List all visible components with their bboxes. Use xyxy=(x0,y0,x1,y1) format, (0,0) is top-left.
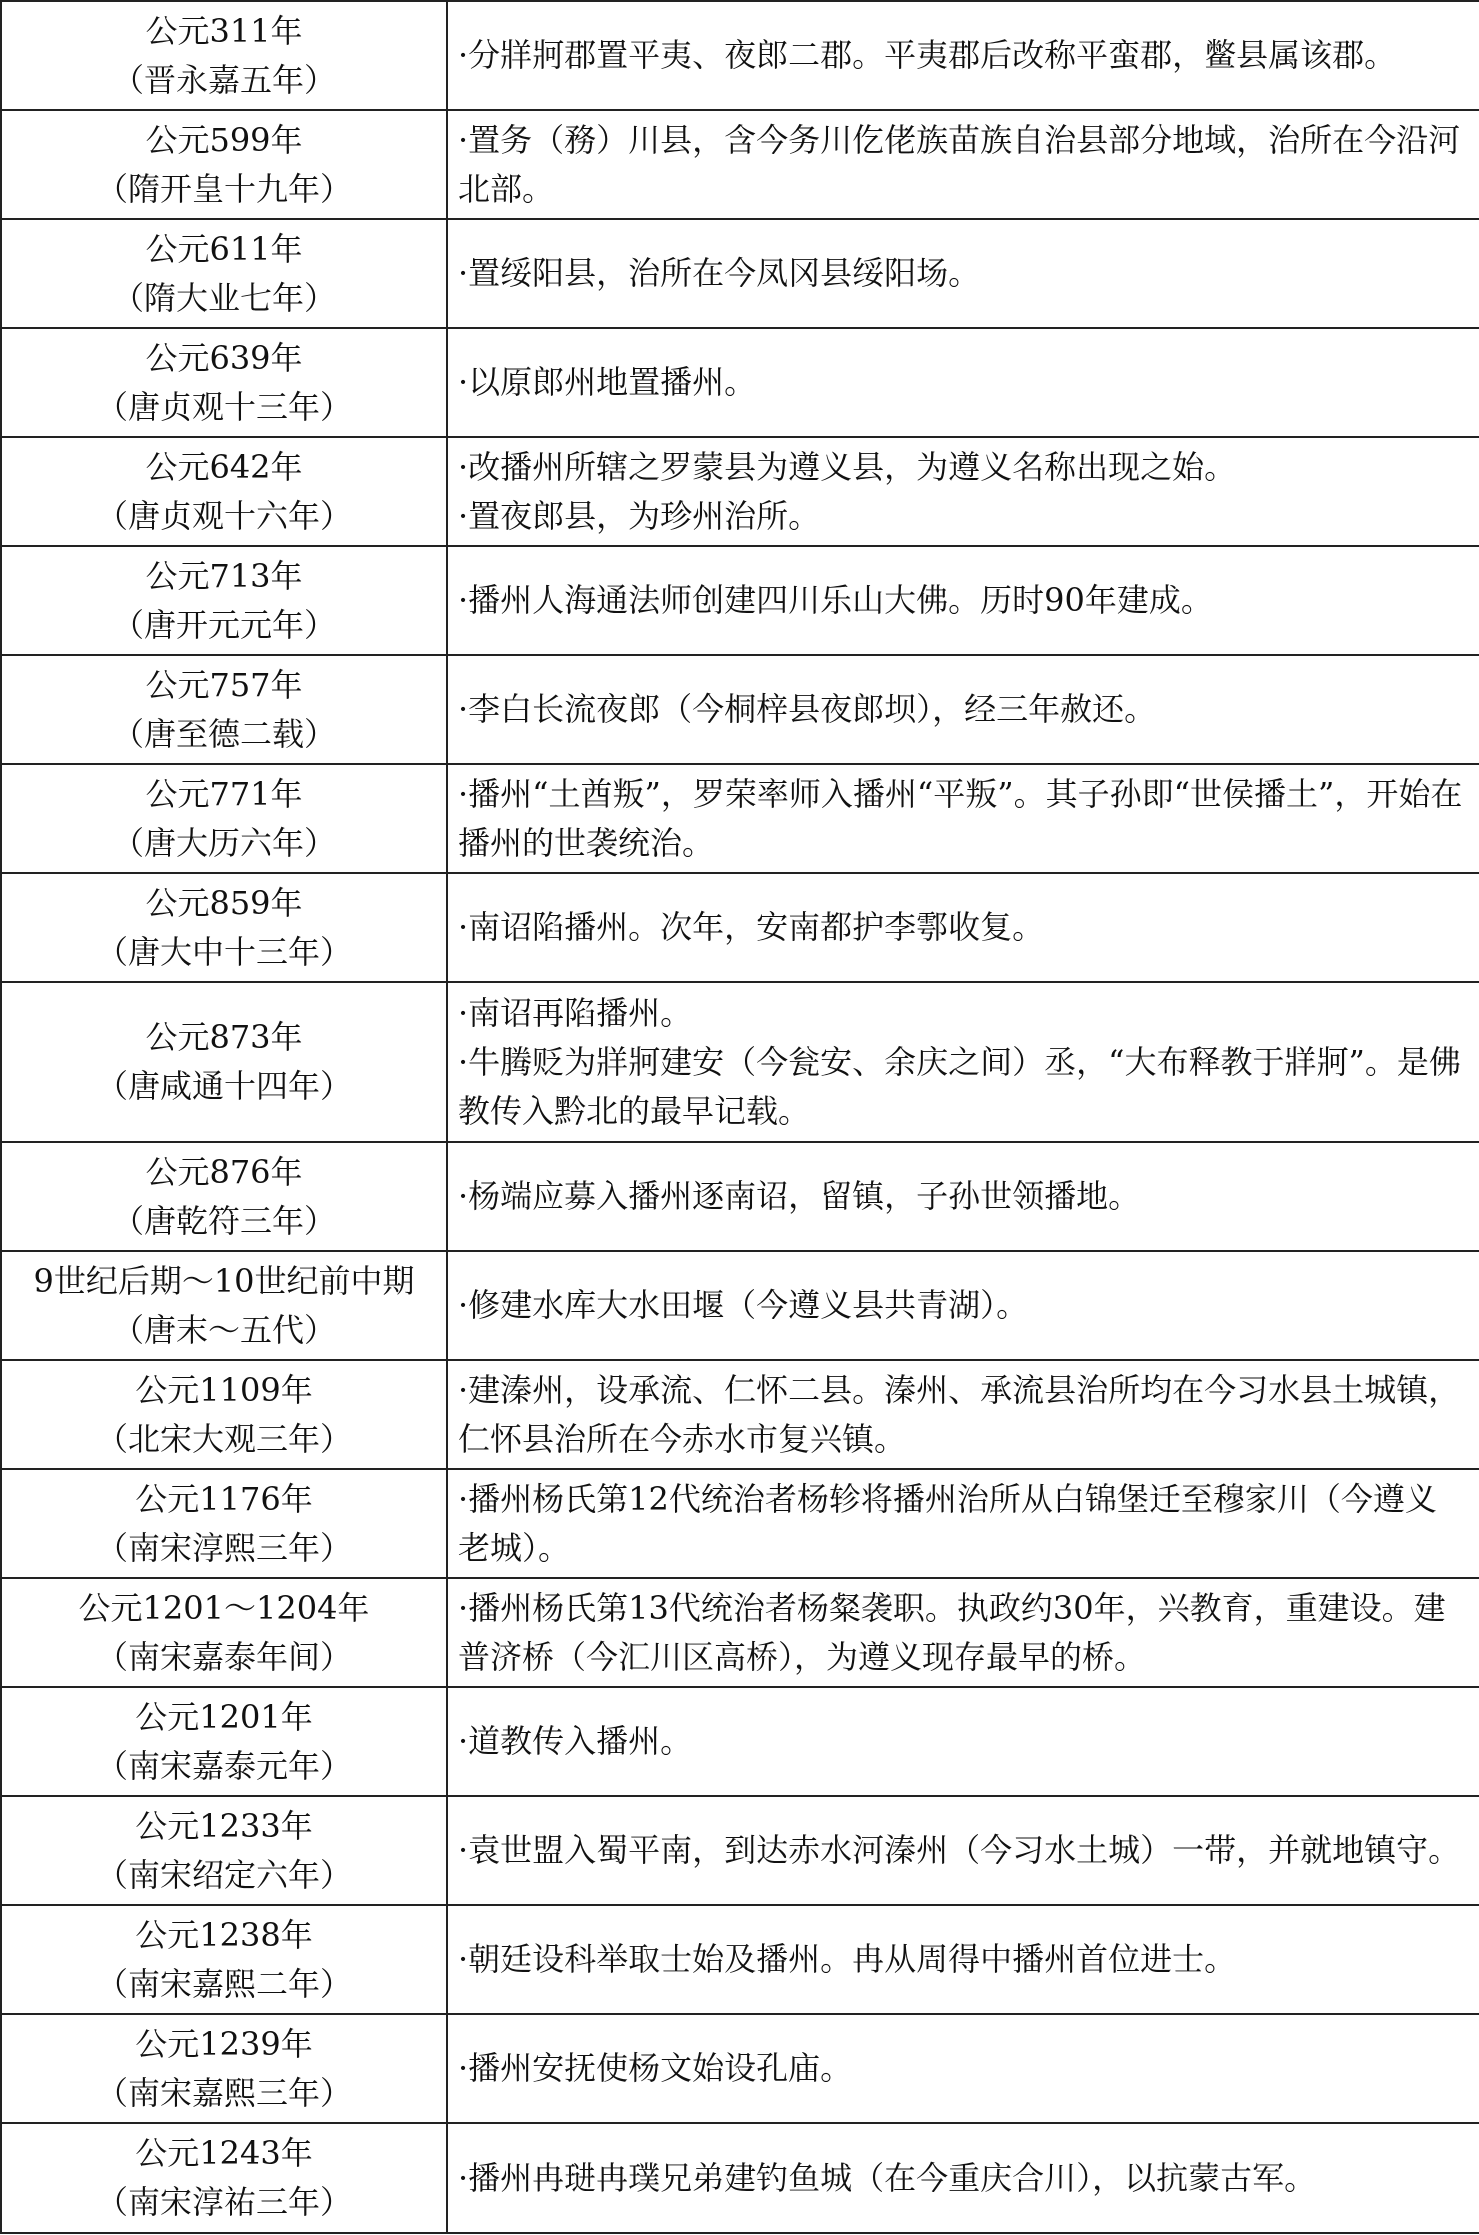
event-cell xyxy=(447,1796,1479,1905)
year-text: 公元1201年 xyxy=(135,1697,313,1736)
event-text: ·朝廷设科举取士始及播州。冉从周得中播州首位进士。 xyxy=(458,1940,1237,1978)
date-cell xyxy=(1,655,447,764)
event-cell xyxy=(447,1,1479,110)
year-text: 公元757年 xyxy=(145,665,303,704)
event-cell xyxy=(447,1142,1479,1251)
table-row xyxy=(1,1578,1479,1687)
year-text: 公元1109年 xyxy=(135,1370,313,1409)
table-row xyxy=(1,437,1479,546)
date-cell xyxy=(1,982,447,1142)
event-cell xyxy=(447,1905,1479,2014)
year-text: 公元611年 xyxy=(145,229,303,268)
year-text: 公元859年 xyxy=(145,883,303,922)
era-text: （唐乾符三年） xyxy=(111,1201,336,1240)
event-text: ·置夜郎县，为珍州治所。 xyxy=(458,496,821,535)
date-cell xyxy=(1,1251,447,1360)
date-cell xyxy=(1,2014,447,2123)
date-cell xyxy=(1,1,447,110)
era-text: （唐贞观十六年） xyxy=(95,496,352,535)
date-cell xyxy=(1,328,447,437)
year-text: 公元771年 xyxy=(145,774,303,813)
table-row xyxy=(1,546,1479,655)
date-cell xyxy=(1,764,447,873)
era-text: （隋大业七年） xyxy=(111,278,336,317)
date-cell xyxy=(1,1469,447,1578)
era-text: （唐大历六年） xyxy=(111,823,336,862)
event-cell xyxy=(447,110,1479,219)
event-cell xyxy=(447,2014,1479,2123)
era-text: （唐末～五代） xyxy=(111,1310,336,1349)
event-text: ·播州杨氏第13代统治者杨粲袭职。执政约30年，兴教育，重建设。建普济桥（今汇川区高桥），为遵义现存最早的桥。 xyxy=(458,1588,1446,1676)
event-text: ·置绥阳县，治所在今凤冈县绥阳场。 xyxy=(458,254,981,292)
table-row xyxy=(1,2123,1479,2233)
date-cell xyxy=(1,1687,447,1796)
year-text: 公元1233年 xyxy=(135,1806,313,1845)
event-text: ·杨端应募入播州逐南诏，留镇，子孙世领播地。 xyxy=(458,1177,1141,1215)
event-text: ·李白长流夜郎（今桐梓县夜郎坝），经三年赦还。 xyxy=(458,690,1157,728)
year-text: 公元311年 xyxy=(145,11,303,50)
table-row xyxy=(1,655,1479,764)
table-row xyxy=(1,1142,1479,1251)
table-row xyxy=(1,982,1479,1142)
year-text: 公元639年 xyxy=(145,338,303,377)
era-text: （晋永嘉五年） xyxy=(111,60,336,99)
event-text: ·分牂牁郡置平夷、夜郎二郡。平夷郡后改称平蛮郡，鳖县属该郡。 xyxy=(458,36,1397,74)
event-text: ·道教传入播州。 xyxy=(458,1722,693,1760)
event-text: ·牛腾贬为牂牁建安（今瓮安、余庆之间）丞，“大布释教于牂牁”。是佛教传入黔北的最早记载。 xyxy=(458,1042,1461,1130)
event-cell xyxy=(447,982,1479,1142)
year-text: 公元599年 xyxy=(145,120,303,159)
event-text: ·播州安抚使杨文始设孔庙。 xyxy=(458,2049,853,2087)
event-cell xyxy=(447,1251,1479,1360)
event-text: ·播州“土酋叛”，罗荣率师入播州“平叛”。其子孙即“世侯播土”，开始在播州的世袭统治。 xyxy=(458,774,1463,862)
event-cell xyxy=(447,219,1479,328)
date-cell xyxy=(1,1796,447,1905)
event-cell xyxy=(447,328,1479,437)
event-text: ·建溱州，设承流、仁怀二县。溱州、承流县治所均在今习水县土城镇，仁怀县治所在今赤水市复兴镇。 xyxy=(458,1370,1461,1458)
date-cell xyxy=(1,1578,447,1687)
year-text: 公元1201～1204年 xyxy=(78,1588,370,1627)
table-row xyxy=(1,1905,1479,2014)
year-text: 9世纪后期～10世纪前中期 xyxy=(33,1261,415,1300)
date-cell xyxy=(1,1905,447,2014)
event-text: ·播州人海通法师创建四川乐山大佛。历时90年建成。 xyxy=(458,581,1213,619)
table-row xyxy=(1,1360,1479,1469)
event-text: ·袁世盟入蜀平南，到达赤水河溱州（今习水土城）一带，并就地镇守。 xyxy=(458,1831,1461,1869)
date-cell xyxy=(1,219,447,328)
table-row xyxy=(1,219,1479,328)
event-cell xyxy=(447,546,1479,655)
date-cell xyxy=(1,1142,447,1251)
table-row xyxy=(1,873,1479,982)
year-text: 公元876年 xyxy=(145,1152,303,1191)
era-text: （唐咸通十四年） xyxy=(95,1067,352,1105)
table-row xyxy=(1,1,1479,110)
year-text: 公元1243年 xyxy=(135,2134,313,2172)
table-row xyxy=(1,1251,1479,1360)
era-text: （唐贞观十三年） xyxy=(95,387,352,426)
era-text: （南宋嘉熙三年） xyxy=(95,2073,352,2112)
year-text: 公元1239年 xyxy=(135,2024,313,2063)
date-cell xyxy=(1,546,447,655)
event-text: ·播州冉琎冉璞兄弟建钓鱼城（在今重庆合川），以抗蒙古军。 xyxy=(458,2158,1317,2197)
event-text: ·南诏再陷播州。 xyxy=(458,993,693,1032)
year-text: 公元1238年 xyxy=(135,1915,313,1954)
era-text: （唐至德二载） xyxy=(111,714,336,753)
event-cell xyxy=(447,873,1479,982)
table-row xyxy=(1,2014,1479,2123)
event-cell xyxy=(447,655,1479,764)
event-cell xyxy=(447,1687,1479,1796)
date-cell xyxy=(1,2123,447,2233)
year-text: 公元713年 xyxy=(145,556,303,595)
table-row xyxy=(1,1469,1479,1578)
event-cell xyxy=(447,2123,1479,2233)
table-row xyxy=(1,110,1479,219)
era-text: （唐开元元年） xyxy=(111,605,336,644)
date-cell xyxy=(1,110,447,219)
year-text: 公元1176年 xyxy=(135,1479,313,1518)
event-text: ·改播州所辖之罗蒙县为遵义县，为遵义名称出现之始。 xyxy=(458,447,1237,486)
event-text: ·修建水库大水田堰（今遵义县共青湖）。 xyxy=(458,1286,1029,1324)
event-text: ·播州杨氏第12代统治者杨轸将播州治所从白锦堡迁至穆家川（今遵义老城）。 xyxy=(458,1479,1437,1567)
era-text: （南宋绍定六年） xyxy=(95,1855,352,1894)
era-text: （南宋淳祐三年） xyxy=(95,2183,352,2221)
event-text: ·置务（務）川县，含今务川仡佬族苗族自治县部分地域，治所在今沿河北部。 xyxy=(458,120,1461,208)
era-text: （唐大中十三年） xyxy=(95,932,352,971)
event-cell xyxy=(447,1578,1479,1687)
event-cell xyxy=(447,437,1479,546)
era-text: （隋开皇十九年） xyxy=(95,169,352,208)
era-text: （南宋嘉泰元年） xyxy=(95,1746,352,1785)
event-text: ·以原郎州地置播州。 xyxy=(458,363,757,401)
date-cell xyxy=(1,1360,447,1469)
event-cell xyxy=(447,1469,1479,1578)
year-text: 公元642年 xyxy=(145,447,303,486)
event-text: ·南诏陷播州。次年，安南都护李鄠收复。 xyxy=(458,908,1045,946)
date-cell xyxy=(1,873,447,982)
table-row xyxy=(1,328,1479,437)
date-cell xyxy=(1,437,447,546)
era-text: （南宋嘉熙二年） xyxy=(95,1964,352,2003)
era-text: （南宋淳熙三年） xyxy=(95,1528,352,1567)
table-row xyxy=(1,764,1479,873)
year-text: 公元873年 xyxy=(145,1018,303,1056)
table-row xyxy=(1,1796,1479,1905)
era-text: （北宋大观三年） xyxy=(95,1419,352,1458)
event-cell xyxy=(447,764,1479,873)
table-row xyxy=(1,1687,1479,1796)
event-cell xyxy=(447,1360,1479,1469)
era-text: （南宋嘉泰年间） xyxy=(95,1637,352,1676)
